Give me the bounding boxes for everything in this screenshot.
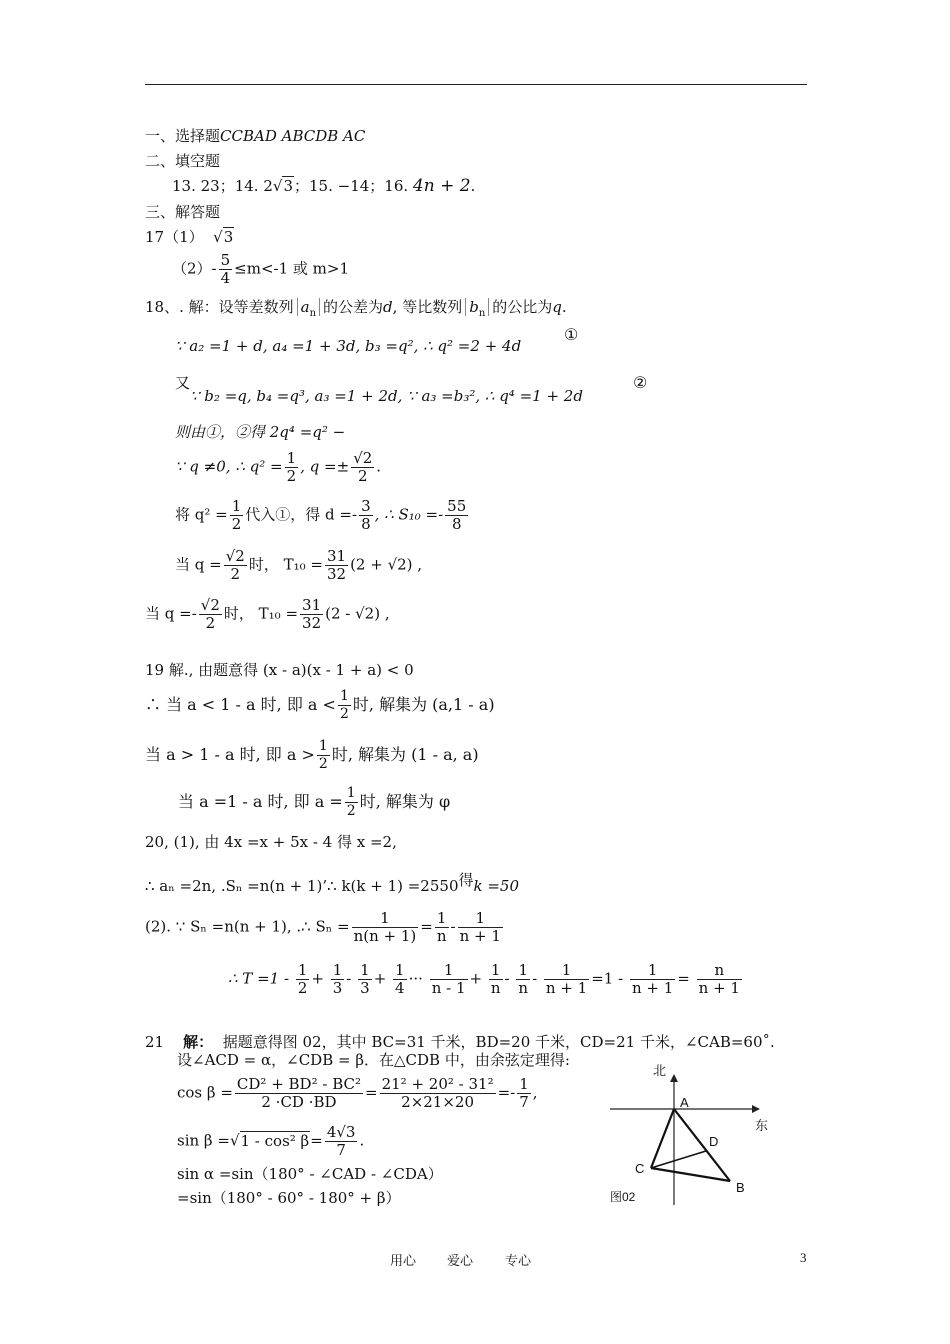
page-number: 3 (800, 1250, 807, 1265)
q17-sqrt: 3 (223, 228, 234, 246)
q21-line2: 设∠ACD = α，∠CDB = β．在△CDB 中，由余弦定理得: (177, 1051, 570, 1069)
fill-text-1: 13. 23；14. (172, 177, 264, 195)
footer-text-3: 专心 (505, 1254, 532, 1269)
east-label: 东 (755, 1119, 769, 1134)
east-arrow-icon (752, 1105, 760, 1113)
q21-line6: =sin（180° - 60° - 180° + β） (177, 1189, 401, 1207)
q17-part1: 17（1） (145, 228, 204, 246)
point-A-label: A (680, 1095, 689, 1110)
q19-line1: 19 解., 由题意得 (x - a)(x - 1 + a) < 0 (145, 661, 414, 679)
circle-marker-2: ② (633, 373, 648, 392)
q17-line1: 17（1） √3 (145, 228, 234, 246)
q20-line3: (2). ∵ Sₙ =n(n + 1), .∴ Sₙ = $\frac{1}{n(n + 1)}$ = $\frac{1}{n}$ - $\frac{1}{n + 1}$ (145, 909, 501, 945)
q21-line5: sin α =sin（180° - ∠CAD - ∠CDA） (177, 1165, 443, 1183)
north-arrow-icon (670, 1074, 678, 1082)
segment-CB (651, 1168, 730, 1181)
q18-line1: 18、. 解：设等差数列 $a_n$ 的公差为d, 等比数列 $b_n$ 的公比为q. (145, 298, 567, 319)
q20-line4: ∴ T =1 - $\frac{1}{2}$ + $\frac{1}{3}$ - $\frac{1}{3}$ + $\frac{1}{4}$ ··· $\frac{1}{n - 1}$ + $\frac{1}{n}$ - $\frac{1}{n}$ - $\frac{1}{n + 1}$ =1 - $\frac{1}{n + 1}$ = $\frac{n}{n + 1}$ (228, 961, 740, 997)
north-label: 北 (653, 1064, 667, 1079)
fill-answers: 13. 23；14. 2√3；15. −14；16. 4n + 2. (172, 176, 476, 196)
q18-line5: ∵ q ≠0, ∴ q² = $\frac{1}{2}$ , q =± $\frac{√2}{2}$ . (175, 449, 382, 485)
q19-line3: 当 a > 1 - a 时, 即 a > $\frac{1}{2}$ 时, 解集为 (1 - a, a) (145, 738, 479, 772)
footer-text-2: 爱心 (447, 1254, 474, 1269)
q18-line6: 将 q² = $\frac{1}{2}$ 代入①，得 d =- $\frac{3}{8}$ , ∴ S₁₀ =- $\frac{55}{8}$ (175, 497, 467, 533)
q21-line3: cos β = $\frac{\text{CD² + BD² - BC²}}{2 \cdot CD \cdot BD}$ = $\frac{\text{21² + 20² - 31²}}{2\times 21\times 20}$ =- $\frac{1}{7}$ , (177, 1075, 538, 1111)
fill-sqrt: 3 (283, 177, 293, 195)
q17-fraction: $\frac{5}{4}$ (220, 251, 231, 287)
q18-intro: 18、. 解：设等差数列 (145, 298, 294, 316)
q20-line2: ∴ aₙ =2n, .Sₙ =n(n + 1)’∴ $k(k + 1) =2550^得k =50$ (145, 871, 520, 895)
section1-answers: CCBAD ABCDB AC (220, 127, 366, 145)
point-C-label: C (635, 1161, 645, 1176)
q18-line4: 则由①，②得 2q⁴ =q² − (175, 423, 346, 441)
q17-line2 (172, 252, 349, 287)
q18-line3b: ∵ b₂ =q, b₄ =q³, a₃ =1 + 2d, ∵ a₃ =b₃², ∴ q⁴ =1 + 2d (190, 387, 583, 405)
q17-part2: （2）- (172, 259, 217, 278)
q19-line2: ∴ 当 a < 1 - a 时, 即 a < $\frac{1}{2}$ 时, 解集为 (a,1 - a) (145, 688, 495, 722)
q21-line1: 21 解： 据题意得图 02，其中 BC=31 千米，BD=20 千米，CD=21 千米，∠CAB=60˚. (145, 1033, 775, 1051)
header-rule (145, 84, 807, 85)
fill-text-3: ；15. −14；16. (294, 177, 413, 195)
section1-line (145, 126, 365, 146)
circle-marker-1: ① (564, 325, 579, 344)
section3-label: 三、解答题 (145, 203, 221, 221)
section1-label: 一、选择题 (145, 127, 221, 145)
q18-line2: ∵ a₂ =1 + d, a₄ =1 + 3d, b₃ =q², ∴ q² =2 + 4d (175, 337, 522, 355)
segment-AC (651, 1109, 674, 1168)
q21-line4: sin β =√1 - cos² β= $\frac{4√3}{7}$ . (177, 1123, 365, 1159)
figure-02 (605, 1060, 785, 1210)
figure-caption: 图02 (610, 1190, 636, 1204)
fill-period: . (470, 177, 476, 195)
q18-line3a: 又 (175, 374, 191, 392)
q17-range: ≤m<-1 或 m>1 (234, 259, 350, 278)
q18-line7: 当 q = $\frac{√2}{2}$ 时， T₁₀ = $\frac{31}{32}$ (2 + √2) , (175, 547, 423, 583)
q18-an: a (300, 298, 310, 316)
fill-text-2: 2 (263, 177, 273, 195)
segment-AB (674, 1109, 730, 1181)
point-D-label: D (709, 1134, 719, 1149)
point-B-label: B (736, 1180, 745, 1195)
segment-CD (651, 1151, 706, 1168)
fill-answer-16: 4n + 2 (412, 176, 471, 196)
q18-bn: b (469, 298, 479, 316)
footer-text-1: 用心 (390, 1254, 417, 1269)
q19-line4: 当 a =1 - a 时, 即 a = $\frac{1}{2}$ 时, 解集为 φ (178, 785, 451, 819)
section2-label: 二、填空题 (145, 152, 221, 170)
q18-line8: 当 q =- $\frac{√2}{2}$ 时， T₁₀ = $\frac{31}{32}$ (2 - √2) , (145, 596, 390, 632)
q20-line1: 20, (1), 由 4x =x + 5x - 4 得 x =2, (145, 833, 397, 851)
